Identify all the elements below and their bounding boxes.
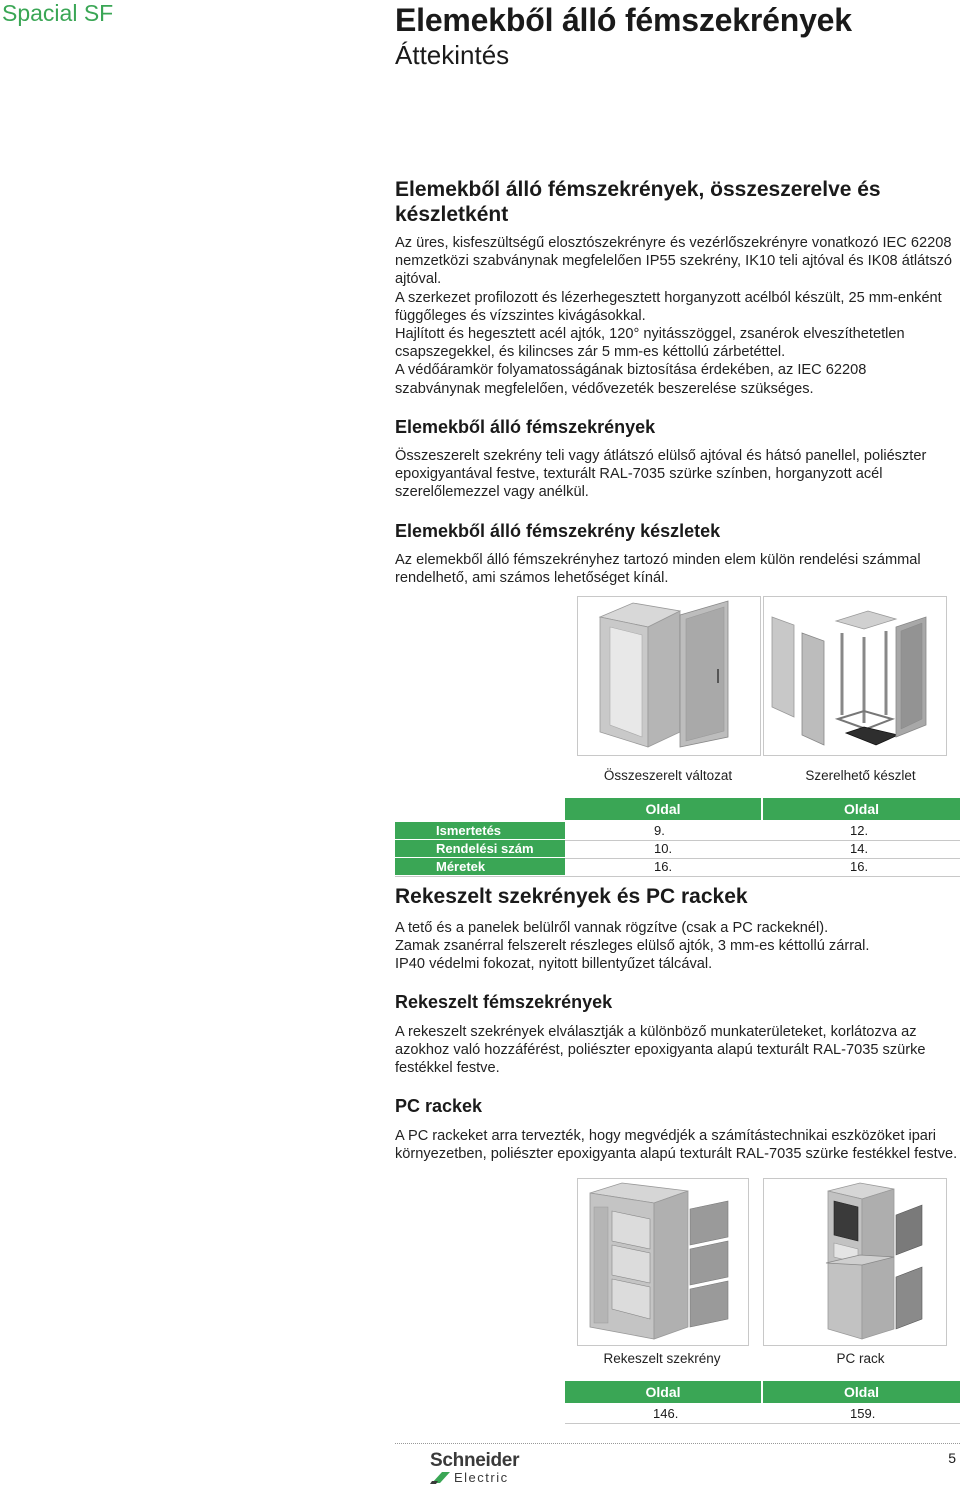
paragraph: Az elemekből álló fémszekrényhez tartozó minden elem külön rendelési számmal rendelhető, ami számos lehetőséget kínál.: [395, 552, 921, 587]
figure-caption: Szerelhető készlet: [805, 768, 916, 783]
compartment-cabinet-image: [577, 1178, 749, 1346]
section4-body: [395, 919, 960, 974]
section3-body: [395, 551, 960, 587]
paragraph: A védőáramkör folyamatosságának biztosítása érdekében, az IEC 62208 szabványnak megfelelően, védővezeték beszerelése szükséges.: [395, 362, 867, 397]
paragraph: A PC rackeket arra tervezték, hogy megvédjék a számítástechnikai eszközöket ipari környezetben, poliészter epoxigyanta alapú texturált RAL-7035 szürke festékkel festve.: [395, 1128, 958, 1163]
section-heading-compartment: Rekeszelt fémszekrények: [395, 992, 613, 1012]
pc-rack-illustration: [764, 1179, 946, 1345]
paragraph: A tető és a panelek belülről vannak rögzítve (csak a PC rackeknél).: [395, 920, 829, 936]
table-cell: 146.: [653, 1406, 679, 1421]
compartment-cabinet-illustration: [578, 1179, 748, 1345]
paragraph: Zamak zsanérral felszerelt részleges elülső ajtók, 3 mm-es kéttollú zárral.: [395, 938, 870, 955]
section-heading-kits: Elemekből álló fémszekrény készletek: [395, 521, 721, 541]
section2-body: [395, 447, 960, 502]
table-header-cell: Oldal: [565, 1381, 761, 1403]
paragraph: IP40 védelmi fokozat, nyitott billentyűzet tálcával.: [395, 956, 713, 973]
paragraph: A rekeszelt szekrények elválasztják a különböző munkaterületeket, korlátozva az azokhoz való hozzáférést, poliészter epoxigyanta alapú texturált RAL-7035 szürke festékkel festve.: [395, 1024, 926, 1077]
pc-rack-image: [763, 1178, 947, 1346]
table-header-cell: Oldal: [763, 798, 960, 820]
section-heading-cabinets: Elemekből álló fémszekrények: [395, 417, 656, 437]
exploded-kit-illustration: [764, 597, 946, 755]
section-heading-pc-racks: PC rackek: [395, 1096, 483, 1116]
paragraph: A szerkezet profilozott és lézerhegesztett horganyzott acélból készült, 25 mm-enként függőleges és vízszintes kivágásokkal.: [395, 289, 942, 324]
table-cell: 9.: [654, 823, 665, 838]
table-cell: 159.: [850, 1406, 876, 1421]
footer-divider: [395, 1443, 960, 1444]
assembled-cabinet-illustration: [578, 597, 760, 755]
table-row: [395, 822, 960, 841]
section1-body: [395, 234, 955, 398]
logo-word: Schneider: [430, 1450, 520, 1471]
table-cell: 12.: [850, 823, 869, 838]
assembled-cabinet-image: [577, 596, 761, 756]
table-cell: 14.: [850, 841, 869, 856]
page-title: Elemekből álló fémszekrények: [395, 2, 852, 38]
logo-sub: Electric: [454, 1470, 509, 1485]
paragraph: Összeszerelt szekrény teli vagy átlátszó elülső ajtóval és hátsó panellel, poliészter epoxigyantával festve, texturált RAL-7035 szürke színben, horganyzott acél szerelőlemezzel vagy anélkül.: [395, 448, 927, 501]
logo-mark-icon: [430, 1471, 452, 1485]
heading-line-1: Elemekből álló fémszekrények, összeszerelve és: [395, 178, 881, 201]
table-header-cell: Oldal: [763, 1381, 960, 1403]
page-number: 5: [948, 1450, 956, 1466]
table-cell: 10.: [654, 841, 673, 856]
section6-body: [395, 1127, 960, 1163]
table-cell: 16.: [654, 859, 673, 874]
figure-caption: PC rack: [836, 1351, 885, 1366]
section-heading-compartment-pc: Rekeszelt szekrények és PC rackek: [395, 885, 748, 908]
section-heading-assembled-and-kit: [395, 177, 881, 227]
brand-name: Spacial SF: [2, 0, 114, 26]
table-row-label: Ismertetés: [395, 822, 565, 839]
table-row: [395, 858, 960, 877]
table-row: [565, 1405, 960, 1424]
paragraph: Hajlított és hegesztett acél ajtók, 120° nyitásszöggel, zsanérok elveszíthetetlen csapszegekkel, és kilincses zár 5 mm-es kéttollú zárbetéttel.: [395, 326, 905, 361]
heading-line-2: készletként: [395, 203, 509, 226]
figure-caption: Rekeszelt szekrény: [603, 1351, 721, 1366]
table-row: [395, 840, 960, 859]
section5-body: [395, 1023, 960, 1078]
kit-cabinet-image: [763, 596, 947, 756]
page-subtitle: Áttekintés: [395, 40, 510, 70]
figure-caption: Összeszerelt változat: [603, 768, 733, 783]
table-cell: 16.: [850, 859, 869, 874]
table-row-label: Rendelési szám: [395, 840, 565, 857]
paragraph: Az üres, kisfeszültségű elosztószekrényre és vezérlőszekrényre vonatkozó IEC 62208 nemzetközi szabványnak megfelelően IP55 szekrény, IK10 teli ajtóval és IK08 átlátszó ajtóval.: [395, 235, 953, 288]
table-header-cell: Oldal: [565, 798, 761, 820]
schneider-electric-logo: [430, 1451, 519, 1485]
table-row-label: Méretek: [395, 858, 565, 875]
